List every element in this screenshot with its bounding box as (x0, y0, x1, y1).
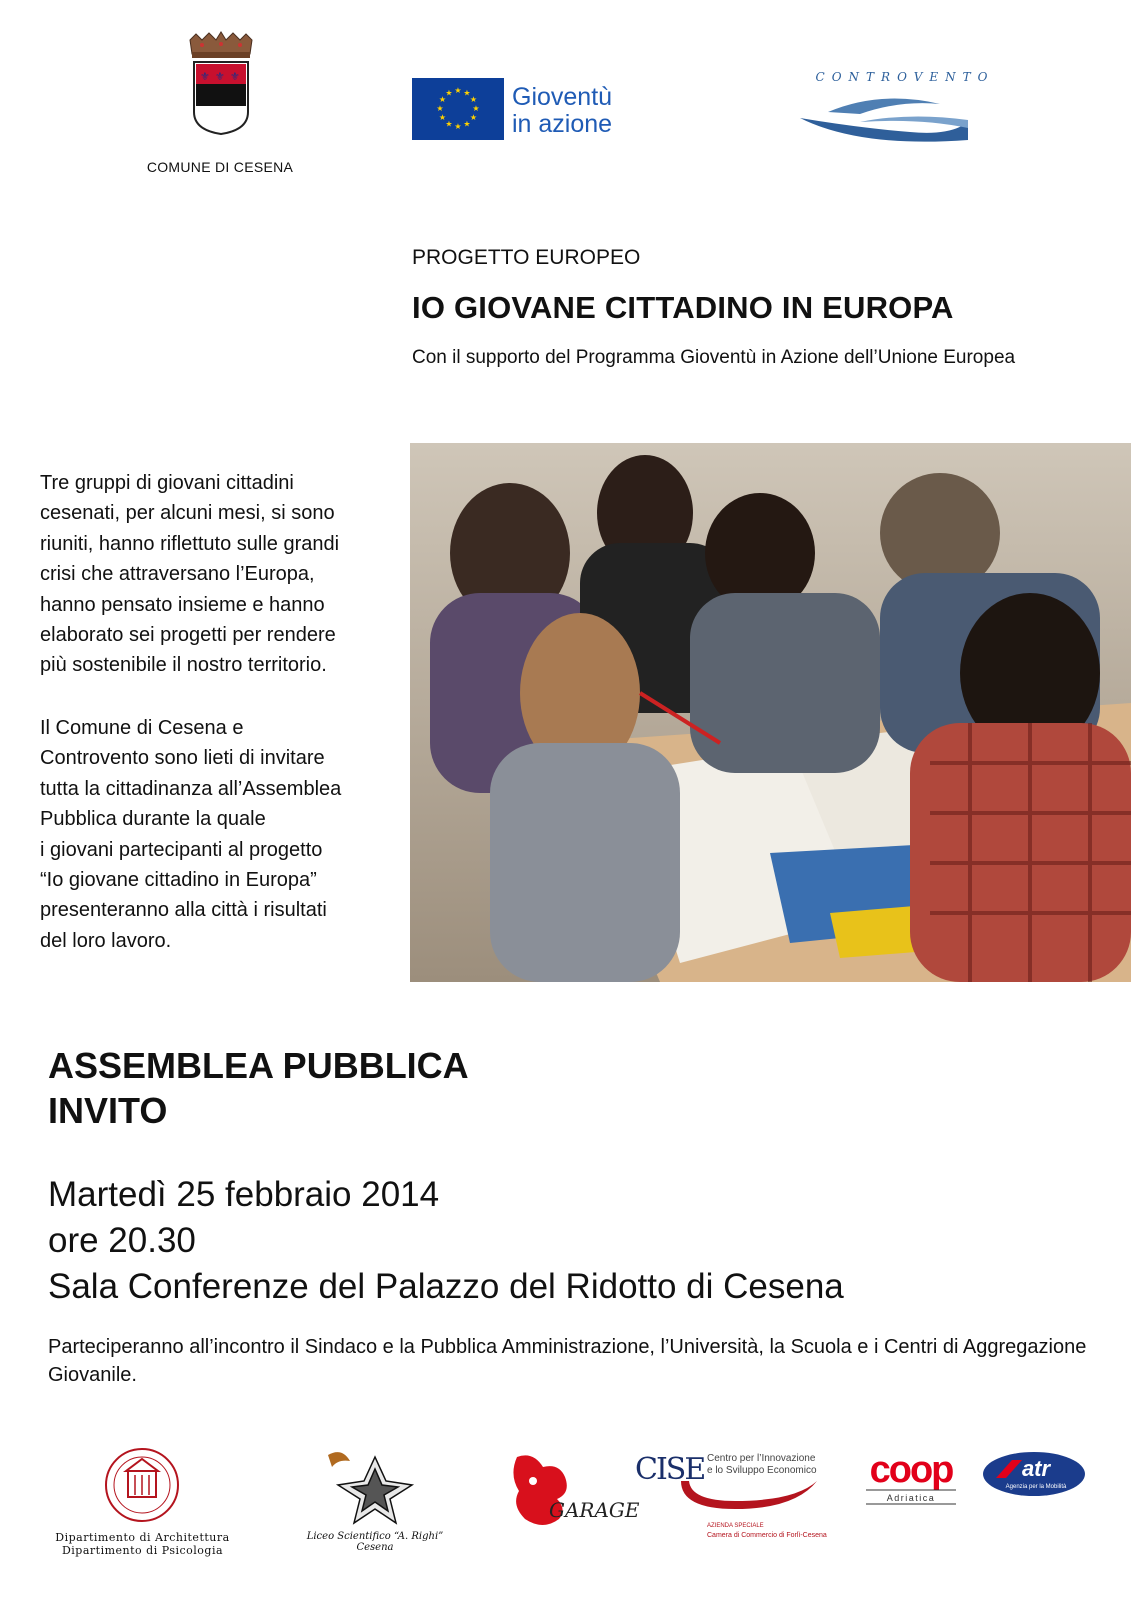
heading-line: INVITO (48, 1090, 168, 1131)
atr-logo (982, 1448, 1087, 1500)
text-line: più sostenibile il nostro territorio. (40, 654, 327, 677)
event-venue: Sala Conferenze del Palazzo del Ridotto di Cesena (48, 1267, 844, 1306)
text-line: hanno pensato insieme e hanno (40, 593, 325, 616)
cise-logo (635, 1447, 840, 1543)
assembly-heading (48, 1043, 469, 1133)
eu-program-line2: in azione (512, 110, 613, 138)
controvento-logo (800, 70, 1010, 150)
heading-line: ASSEMBLEA PUBBLICA (48, 1045, 469, 1086)
svg-text:★: ★ (438, 113, 447, 122)
unibo-logo (40, 1445, 245, 1565)
comune-label: COMUNE DI CESENA (146, 159, 294, 175)
unibo-line: Dipartimento di Architettura (55, 1531, 230, 1544)
text-line: “Io giovane cittadino in Europa” (40, 869, 317, 892)
text-line: cesenati, per alcuni mesi, si sono (40, 502, 335, 525)
cise-line1: Centro per l’Innovazione (707, 1453, 816, 1464)
coop-sub: Adriatica (886, 1493, 936, 1503)
students-group-photo (410, 443, 1131, 982)
svg-text:★: ★ (463, 88, 471, 98)
svg-text:⚜: ⚜ (230, 70, 240, 83)
atr-wordmark: atr (1021, 1456, 1051, 1481)
svg-text:★: ★ (454, 86, 462, 95)
project-kicker: PROGETTO EUROPEO (412, 246, 641, 269)
text-line: del loro lavoro. (40, 929, 172, 952)
unibo-departments (40, 1531, 245, 1557)
eu-program-line1: Gioventù (512, 83, 613, 111)
event-details (48, 1172, 844, 1310)
text-line: Tre gruppi di giovani cittadini (40, 472, 294, 494)
svg-text:★: ★ (445, 88, 453, 98)
eu-youth-in-action-logo (412, 78, 657, 140)
svg-text:★: ★ (472, 104, 480, 113)
svg-text:★: ★ (436, 104, 444, 113)
participants-note: Parteciperanno all’incontro il Sindaco e la Pubblica Amministrazione, l’Università, la Scuola e i Centri di Aggregazione Giovanile. (48, 1336, 1087, 1386)
controvento-label: CONTROVENTO (815, 70, 995, 84)
text-line: Controvento sono lieti di invitare (40, 747, 325, 770)
cise-line2: e lo Sviluppo Economico (707, 1465, 817, 1476)
project-subtitle: Con il supporto del Programma Gioventù in Azione dell’Unione Europea (412, 347, 1016, 368)
text-line: elaborato sei progetti per rendere (40, 624, 336, 647)
invitation-paragraph (40, 713, 395, 956)
text-line: presenteranno alla città i risultati (40, 899, 327, 922)
coop-adriatica-logo (862, 1448, 960, 1506)
svg-text:★: ★ (445, 119, 453, 129)
eu-program-name (512, 84, 612, 138)
comune-crest-logo (186, 30, 256, 140)
cise-acronym: CISE (635, 1452, 705, 1487)
svg-text:⚜: ⚜ (200, 70, 210, 83)
event-date: Martedì 25 febbraio 2014 (48, 1175, 440, 1214)
text-line: Il Comune di Cesena e (40, 717, 244, 739)
project-title: IO GIOVANE CITTADINO IN EUROPA (412, 290, 954, 325)
svg-text:★: ★ (454, 122, 462, 131)
svg-text:★: ★ (463, 119, 471, 129)
eu-flag-icon (412, 78, 504, 140)
svg-text:⚜: ⚜ (215, 70, 225, 83)
text-line: crisi che attraversano l’Europa, (40, 563, 315, 586)
svg-text:★: ★ (469, 95, 478, 104)
liceo-righi-logo (290, 1445, 460, 1555)
intro-paragraph (40, 468, 395, 681)
garage-logo (503, 1445, 640, 1535)
unibo-line: Dipartimento di Psicologia (61, 1544, 224, 1557)
text-line: Pubblica durante la quale (40, 808, 266, 831)
coop-wordmark: coop (869, 1449, 953, 1491)
garage-wordmark: GARAGE (549, 1498, 640, 1522)
cise-sub2: Camera di Commercio di Forlì-Cesena (707, 1532, 827, 1539)
liceo-label: Liceo Scientifico “A. Righi” Cesena (306, 1531, 444, 1553)
cise-sub1: AZIENDA SPECIALE (707, 1523, 764, 1529)
text-line: tutta la cittadinanza all’Assemblea (40, 777, 342, 800)
atr-sub: Agenzia per la Mobilità (1005, 1484, 1067, 1490)
event-time: ore 20.30 (48, 1221, 196, 1260)
text-line: i giovani partecipanti al progetto (40, 838, 323, 861)
svg-text:★: ★ (438, 95, 447, 104)
text-line: riuniti, hanno riflettuto sulle grandi (40, 532, 340, 555)
svg-text:★: ★ (469, 113, 478, 122)
